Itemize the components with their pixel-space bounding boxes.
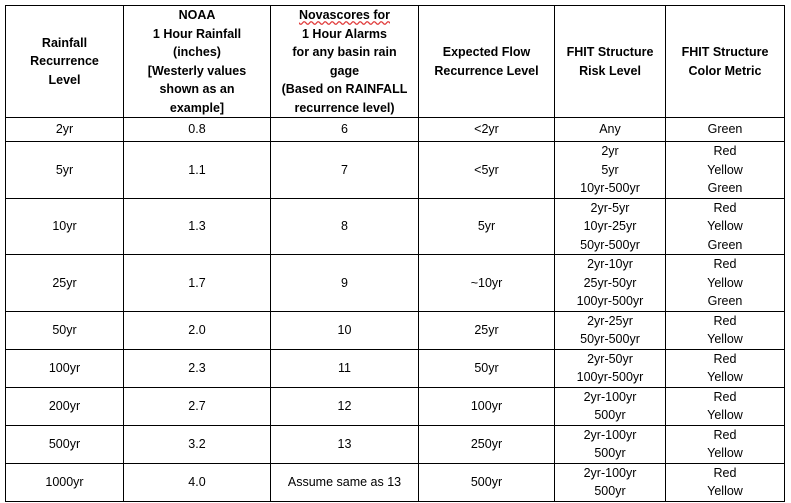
cell-rainfall-level: 2yr [6,118,124,142]
header-line: Color Metric [688,63,762,78]
cell-rainfall-level: 200yr [6,387,124,425]
color-line: Red [713,351,737,366]
header-line: example] [169,100,225,115]
risk-line: 2yr-50yr [587,351,633,366]
header-line: FHIT Structure [681,45,769,59]
cell-rainfall-level: 50yr [6,311,124,349]
header-line: Level [48,72,81,87]
header-line: Recurrence [30,54,99,69]
cell-color-metric [666,349,785,387]
header-line: 1 Hour Alarms [302,26,387,41]
cell-color-metric [666,425,785,463]
cell-risk-level [555,463,666,501]
risk-line: 2yr-100yr [583,427,637,442]
cell-rainfall-level: 1000yr [6,463,124,501]
cell-noaa-rainfall: 2.3 [124,349,271,387]
color-line: Red [713,257,737,271]
cell-color-metric [666,118,785,142]
cell-color-metric [666,198,785,255]
table-row [6,425,785,463]
cell-expected-flow: 250yr [419,425,555,463]
table-container [5,5,785,502]
cell-novascore: 6 [271,118,419,142]
cell-color-metric [666,387,785,425]
cell-noaa-rainfall: 1.1 [124,142,271,199]
header-expected-flow [419,6,555,118]
cell-color-metric [666,463,785,501]
cell-noaa-rainfall: 1.3 [124,198,271,255]
table-row [6,142,785,199]
rainfall-recurrence-table [5,5,785,502]
cell-expected-flow: 100yr [419,387,555,425]
cell-risk-level [555,311,666,349]
cell-expected-flow: 500yr [419,463,555,501]
header-fhit-risk-level [555,6,666,118]
risk-line: 5yr [601,162,619,177]
color-line: Yellow [707,219,743,233]
table-row [6,349,785,387]
table-row [6,255,785,312]
header-novascores [271,6,419,118]
color-line: Red [713,465,737,480]
header-line: (inches) [173,45,221,59]
cell-novascore: Assume same as 13 [271,463,419,501]
cell-expected-flow: 5yr [419,198,555,255]
cell-expected-flow: 50yr [419,349,555,387]
color-line: Red [713,427,737,442]
cell-noaa-rainfall: 1.7 [124,255,271,312]
cell-rainfall-level: 10yr [6,198,124,255]
table-row [6,118,785,142]
cell-novascore: 7 [271,142,419,199]
cell-rainfall-level: 5yr [6,142,124,199]
color-line: Red [713,313,737,328]
risk-line: 10yr-25yr [583,219,637,233]
risk-line: 2yr-25yr [587,313,633,328]
color-line: Green [707,181,743,195]
cell-risk-level [555,349,666,387]
risk-line: 2yr-5yr [590,200,630,215]
header-line: gage [329,63,360,78]
cell-color-metric [666,311,785,349]
cell-noaa-rainfall: 3.2 [124,425,271,463]
cell-risk-level [555,118,666,142]
cell-novascore: 12 [271,387,419,425]
color-line: Red [713,200,737,215]
cell-risk-level [555,198,666,255]
header-line: (Based on RAINFALL [281,82,408,96]
cell-noaa-rainfall: 2.0 [124,311,271,349]
cell-risk-level [555,142,666,199]
color-line: Green [707,237,743,252]
cell-noaa-rainfall: 4.0 [124,463,271,501]
cell-novascore: 10 [271,311,419,349]
header-line: NOAA [178,8,216,22]
risk-line: Any [599,122,621,137]
header-line: [Westerly values [147,63,247,78]
cell-risk-level [555,387,666,425]
risk-line: 10yr-500yr [580,181,640,195]
table-row [6,387,785,425]
color-line: Green [707,294,743,308]
color-line: Yellow [707,370,743,384]
cell-risk-level [555,255,666,312]
cell-color-metric [666,255,785,312]
cell-rainfall-level: 100yr [6,349,124,387]
cell-expected-flow: ~10yr [419,255,555,312]
cell-novascore: 11 [271,349,419,387]
risk-line: 500yr [594,446,626,460]
header-line: Risk Level [579,63,641,78]
cell-novascore: 9 [271,255,419,312]
risk-line: 500yr [594,408,626,422]
cell-rainfall-level: 500yr [6,425,124,463]
cell-noaa-rainfall: 2.7 [124,387,271,425]
risk-line: 2yr-100yr [583,465,637,480]
header-fhit-color-metric [666,6,785,118]
cell-expected-flow: <5yr [419,142,555,199]
header-line: recurrence level) [294,100,395,115]
color-line: Yellow [707,162,743,177]
cell-novascore: 8 [271,198,419,255]
header-line: Rainfall [41,35,88,50]
risk-line: 2yr [601,144,619,158]
header-line: Recurrence Level [434,63,539,78]
risk-line: 2yr-10yr [587,257,633,271]
header-line: FHIT Structure [566,45,654,59]
cell-noaa-rainfall: 0.8 [124,118,271,142]
header-rainfall-recurrence-level [6,6,124,118]
color-line: Yellow [707,275,743,290]
color-line: Red [713,389,737,404]
table-row [6,198,785,255]
color-line: Green [707,122,743,137]
header-row [6,6,785,118]
cell-risk-level [555,425,666,463]
color-line: Yellow [707,446,743,460]
cell-novascore: 13 [271,425,419,463]
header-line: 1 Hour Rainfall [152,26,242,41]
color-line: Yellow [707,408,743,422]
header-line: for any basin rain [292,45,397,59]
header-line: Expected Flow [442,45,531,59]
cell-expected-flow: <2yr [419,118,555,142]
risk-line: 100yr-500yr [576,294,644,308]
risk-line: 100yr-500yr [576,370,644,384]
cell-expected-flow: 25yr [419,311,555,349]
cell-color-metric [666,142,785,199]
cell-rainfall-level: 25yr [6,255,124,312]
color-line: Yellow [707,484,743,498]
risk-line: 500yr [594,484,626,498]
risk-line: 2yr-100yr [583,389,637,404]
color-line: Yellow [707,332,743,346]
table-row [6,463,785,501]
risk-line: 50yr-500yr [580,237,640,252]
header-noaa-rainfall [124,6,271,118]
risk-line: 25yr-50yr [583,275,637,290]
risk-line: 50yr-500yr [580,332,640,346]
header-line-spellcheck: Novascores for [298,8,390,22]
table-row [6,311,785,349]
color-line: Red [713,144,737,158]
header-line: shown as an [159,82,235,96]
